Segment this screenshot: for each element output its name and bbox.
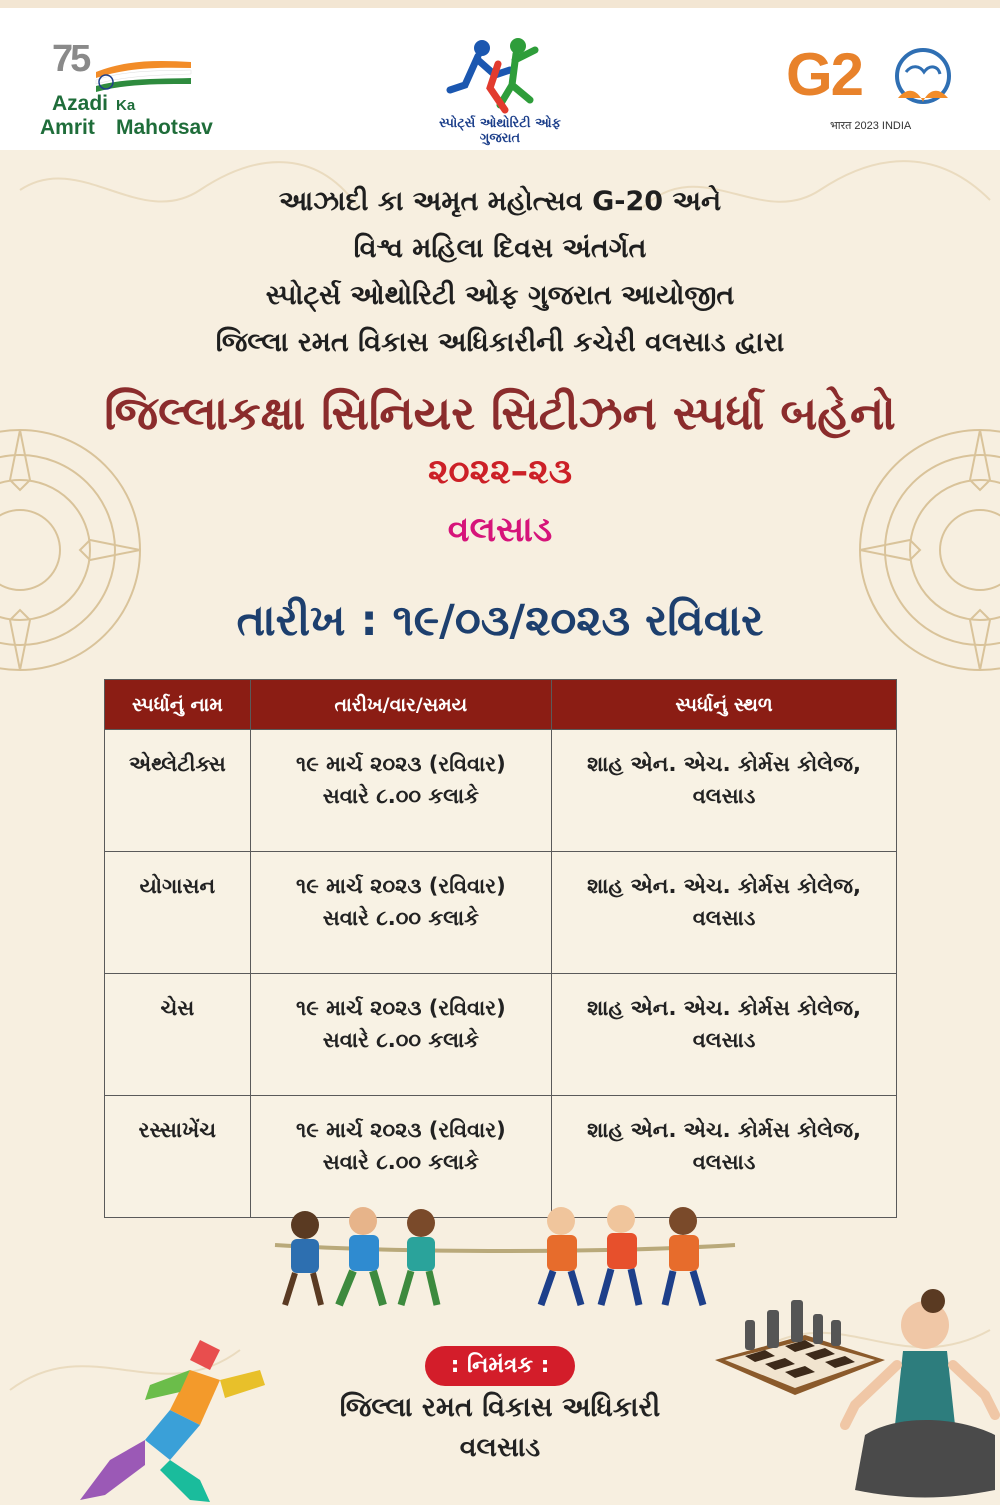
logo-text-amrit: Amrit	[40, 116, 95, 139]
time-date-line: ૧૯ માર્ચ ૨૦૨૩ (રવિવાર)	[296, 874, 506, 898]
event-date: તારીખ : ૧૯/૦૩/૨૦૨૩ રવિવાર	[236, 596, 764, 646]
intro-block	[0, 178, 1000, 366]
table-row	[105, 974, 897, 1096]
competition-name: ચેસ	[105, 974, 251, 1096]
event-city: વલસાડ	[447, 510, 553, 550]
table-header-row	[105, 680, 897, 730]
competition-venue	[552, 1096, 897, 1218]
venue-line-2: વલસાડ	[692, 784, 756, 808]
g20-india-logo	[780, 40, 960, 140]
intro-line-2: વિશ્વ મહિલા દિવસ અંતર્ગત	[353, 233, 647, 264]
event-title: જિલ્લાકક્ષા સિનિયર સિટીઝન સ્પર્ધા બહેનો	[104, 386, 896, 440]
intro-line-1: આઝાદી કા અમૃત મહોત્સવ G-20 અને	[278, 186, 722, 217]
venue-line-2: વલસાડ	[692, 1150, 756, 1174]
event-year: ૨૦૨૨–૨૩	[427, 452, 573, 492]
logo-number-75: 75	[52, 38, 89, 80]
g20-tagline: भारत 2023 INDIA	[830, 120, 912, 132]
competition-name: એથ્લેટીક્સ	[105, 730, 251, 852]
time-hour-line: સવારે ૮.૦૦ કલાકે	[322, 1150, 479, 1174]
venue-line-2: વલસાડ	[692, 906, 756, 930]
header-top-trim	[0, 0, 1000, 8]
table-row	[105, 852, 897, 974]
intro-line-3: સ્પોર્ટ્સ ઓથોરિટી ઓફ ગુજરાત આયોજીત	[265, 280, 735, 311]
logo-text-azadi: Azadi	[52, 92, 109, 115]
competition-venue	[552, 852, 897, 974]
sports-authority-logo-text: સ્પોર્ટ્સ ઓથોરિટી ઓફ ગુજરાત	[439, 116, 561, 146]
flag-swoosh-icon	[86, 54, 196, 94]
inviter-city: વલસાડ	[459, 1432, 541, 1463]
competition-time	[250, 974, 551, 1096]
logo-text-ka: Ka	[116, 97, 136, 114]
table-row	[105, 1096, 897, 1218]
tug-of-war-children-icon	[255, 1205, 755, 1320]
inviter-label-badge: : નિમંત્રક :	[425, 1346, 575, 1386]
table-row	[105, 730, 897, 852]
logo-text-mahotsav: Mahotsav	[116, 116, 213, 139]
competition-time	[250, 852, 551, 974]
venue-line-2: વલસાડ	[692, 1028, 756, 1052]
venue-line-1: શાહ એન. એચ. કોર્મસ કોલેજ,	[587, 996, 861, 1020]
schedule-table	[104, 679, 897, 1218]
header-date-day-time: તારીખ/વાર/સમય	[250, 680, 551, 730]
time-hour-line: સવારે ૮.૦૦ કલાકે	[322, 1028, 479, 1052]
venue-line-1: શાહ એન. એચ. કોર્મસ કોલેજ,	[587, 874, 861, 898]
header-venue: સ્પર્ધાનું સ્થળ	[552, 680, 897, 730]
venue-line-1: શાહ એન. એચ. કોર્મસ કોલેજ,	[587, 1118, 861, 1142]
g20-text: G2	[786, 41, 863, 108]
time-hour-line: સવારે ૮.૦૦ કલાકે	[322, 906, 479, 930]
competition-name: રસ્સાખેંચ	[105, 1096, 251, 1218]
time-date-line: ૧૯ માર્ચ ૨૦૨૩ (રવિવાર)	[296, 752, 506, 776]
intro-line-4: જિલ્લા રમત વિકાસ અધિકારીની કચેરી વલસાડ દ્વારા	[215, 327, 785, 358]
competition-venue	[552, 974, 897, 1096]
sports-authority-gujarat-logo	[420, 30, 580, 146]
inviter-office: જિલ્લા રમત વિકાસ અધિકારી	[339, 1392, 661, 1423]
time-hour-line: સવારે ૮.૦૦ કલાકે	[322, 784, 479, 808]
competition-venue	[552, 730, 897, 852]
competition-time	[250, 730, 551, 852]
header-competition-name: સ્પર્ધાનું નામ	[105, 680, 251, 730]
competition-name: યોગાસન	[105, 852, 251, 974]
competition-time	[250, 1096, 551, 1218]
azadi-ka-amrit-mahotsav-logo	[40, 38, 240, 139]
globe-lotus-icon	[888, 46, 958, 116]
time-date-line: ૧૯ માર્ચ ૨૦૨૩ (રવિવાર)	[296, 996, 506, 1020]
venue-line-1: શાહ એન. એચ. કોર્મસ કોલેજ,	[587, 752, 861, 776]
time-date-line: ૧૯ માર્ચ ૨૦૨૩ (રવિવાર)	[296, 1118, 506, 1142]
